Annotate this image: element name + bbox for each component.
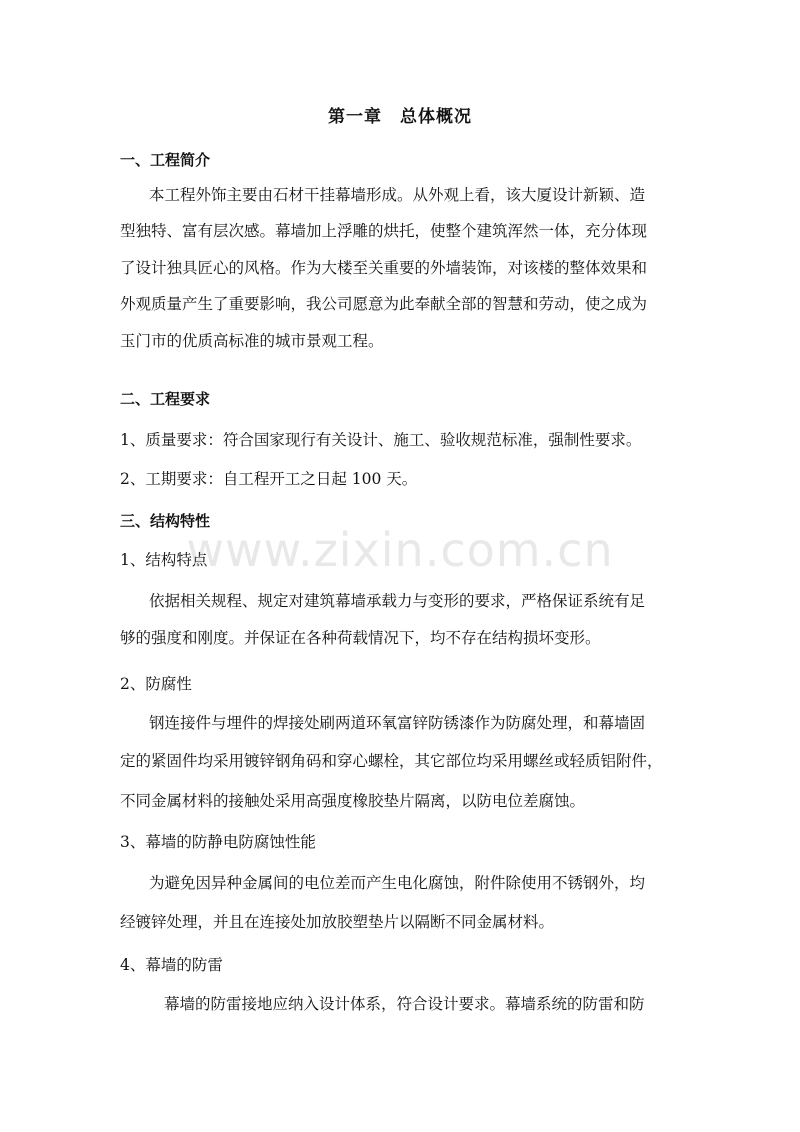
section-heading-project-requirements: 二、工程要求	[120, 390, 211, 408]
subsection-title: 1、结构特点	[120, 551, 208, 569]
subsection-title: 2、防腐性	[120, 675, 192, 693]
paragraph-line: 经镀锌处理，并且在连接处加放胶塑垫片以隔断不同金属材料。	[120, 913, 555, 931]
paragraph-line: 钢连接件与埋件的焊接处刷两道环氧富锌防锈漆作为防腐处理，和幕墙固	[149, 714, 646, 732]
paragraph-line: 型独特、富有层次感。幕墙加上浮雕的烘托，使整个建筑浑然一体，充分体现	[120, 222, 648, 240]
paragraph-line: 为避免因异种金属间的电位差而产生电化腐蚀，附件除使用不锈钢外，均	[149, 874, 646, 892]
paragraph-line: 依据相关规程、规定对建筑幕墙承载力与变形的要求，严格保证系统有足	[149, 592, 646, 610]
requirement-item: 2、工期要求：自工程开工之日起 100 天。	[120, 470, 418, 488]
section-heading-structural-features: 三、结构特性	[120, 512, 211, 530]
paragraph-line: 外观质量产生了重要影响，我公司愿意为此奉献全部的智慧和劳动，使之成为	[120, 295, 648, 313]
paragraph-line: 本工程外饰主要由石材干挂幕墙形成。从外观上看，该大厦设计新颖、造	[149, 186, 646, 204]
paragraph-line: 不同金属材料的接触处采用高强度橡胶垫片隔离，以防电位差腐蚀。	[120, 792, 586, 810]
watermark: www.zixin.com.cn	[186, 523, 614, 577]
paragraph-line: 玉门市的优质高标准的城市景观工程。	[120, 332, 384, 350]
paragraph-line: 了设计独具匠心的风格。作为大楼至关重要的外墙装饰，对该楼的整体效果和	[120, 259, 648, 277]
page-title: 第一章 总体概况	[328, 107, 472, 127]
paragraph-line: 幕墙的防雷接地应纳入设计体系，符合设计要求。幕墙系统的防雷和防	[164, 995, 645, 1013]
section-heading-project-intro: 一、工程简介	[120, 151, 211, 169]
paragraph-line: 定的紧固件均采用镀锌钢角码和穿心螺栓，其它部位均采用螺丝或轻质铝附件，	[120, 752, 663, 770]
subsection-title: 3、幕墙的防静电防腐蚀性能	[120, 833, 316, 851]
paragraph-line: 够的强度和刚度。并保证在各种荷载情况下，均不存在结构损坏变形。	[120, 629, 601, 647]
requirement-item: 1、质量要求：符合国家现行有关设计、施工、验收规范标准，强制性要求。	[120, 431, 642, 449]
subsection-title: 4、幕墙的防雷	[120, 956, 223, 974]
